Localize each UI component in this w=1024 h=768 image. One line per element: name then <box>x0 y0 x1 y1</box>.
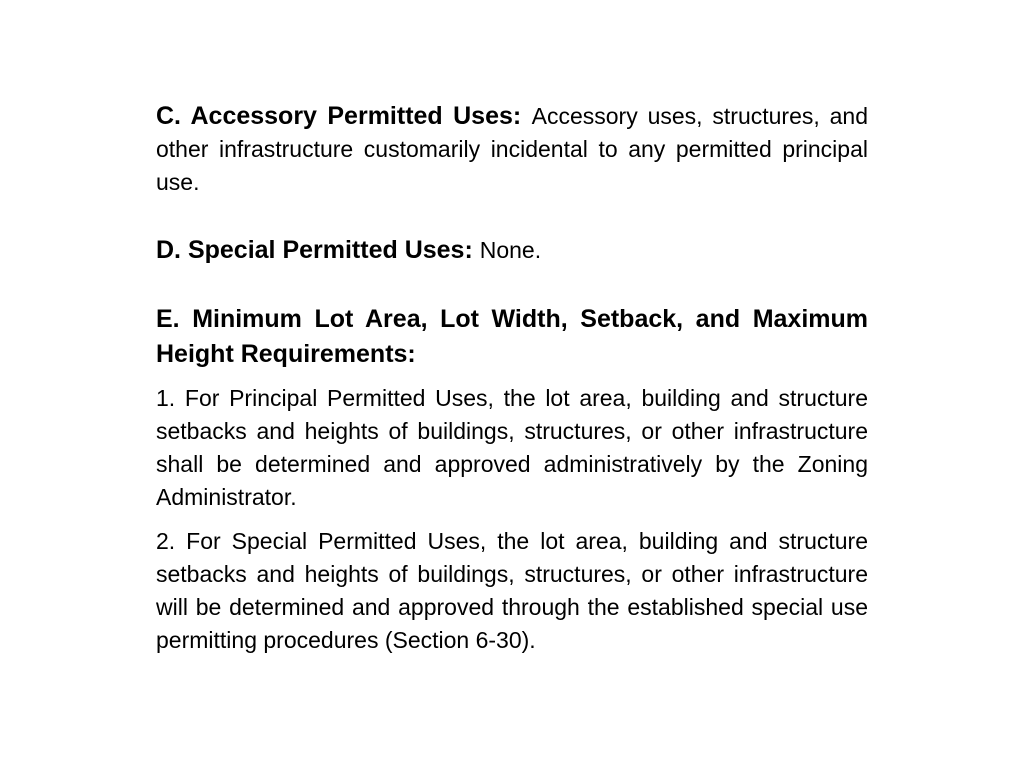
section-c-heading: C. Accessory Permitted Uses: <box>156 102 532 130</box>
section-e-item-1: 1. For Principal Permitted Uses, the lot area, building and structure setbacks and heights of buildings, structures, or other infrastructure shall be determined and approved administratively by the Zoning Administrator. <box>156 385 868 510</box>
section-e-item-2: 2. For Special Permitted Uses, the lot area, building and structure setbacks and heights of buildings, structures, or other infrastructure will be determined and approved through the established special use permitting procedures (Section 6-30). <box>156 528 868 653</box>
section-e-heading: E. Minimum Lot Area, Lot Width, Setback, and Maximum Height Requirements: <box>156 305 868 368</box>
document-page <box>156 100 868 657</box>
section-d-body: None. <box>479 237 542 263</box>
section-c-body: Accessory uses, structures, and other infrastructure customarily incidental to any permitted principal use. <box>156 103 869 195</box>
section-d-heading: D. Special Permitted Uses: <box>156 236 480 264</box>
section-c-paragraph <box>156 100 868 199</box>
section-d-paragraph <box>156 234 868 267</box>
